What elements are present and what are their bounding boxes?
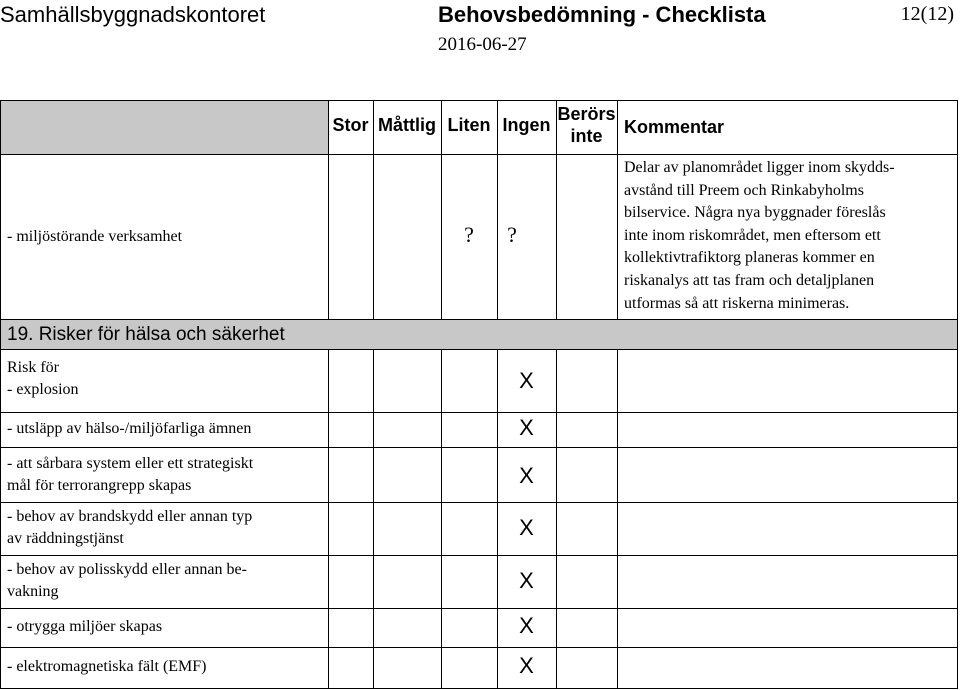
section-title: 19. Risker för hälsa och säkerhet bbox=[7, 324, 285, 345]
risk-row-label-brandskydd bbox=[7, 506, 252, 550]
col-header-liten: Liten bbox=[447, 115, 491, 135]
risk-row-label-polisskydd bbox=[7, 559, 247, 603]
col-header-ingen: Ingen bbox=[502, 115, 551, 135]
col-header-berors-line2: inte bbox=[570, 126, 603, 146]
comment-line: bilservice. Några nya byggnader föreslås bbox=[624, 204, 886, 222]
comment-miljostorande bbox=[624, 157, 954, 315]
risk-row-line: - att sårbara system eller ett strategiskt bbox=[7, 455, 254, 472]
mark-ingen-utslapp: X bbox=[519, 415, 534, 440]
mark-ingen-brandskydd: X bbox=[519, 515, 534, 540]
risk-row-label-emf bbox=[7, 656, 207, 678]
mark-ingen-explosion: X bbox=[519, 368, 534, 393]
checklist-table bbox=[0, 100, 958, 689]
office-name: Samhällsbyggnadskontoret bbox=[0, 2, 266, 27]
comment-line: Delar av planområdet ligger inom skydds- bbox=[624, 159, 895, 176]
risk-row-line: vakning bbox=[7, 583, 59, 600]
risk-row-line: - elektromagnetiska fält (EMF) bbox=[7, 658, 207, 675]
mark-ingen-terror: X bbox=[519, 463, 534, 488]
risk-row-line: av räddningstjänst bbox=[7, 530, 124, 547]
risk-row-line: - otrygga miljöer skapas bbox=[7, 618, 163, 635]
risk-row-line: mål för terrorangrepp skapas bbox=[7, 477, 192, 494]
col-header-berors-inte bbox=[556, 103, 617, 147]
risk-row-line: - utsläpp av hälso-/miljöfarliga ämnen bbox=[7, 420, 252, 437]
risk-row-label-explosion bbox=[7, 357, 79, 401]
comment-line: avstånd till Preem och Rinkabyholms bbox=[624, 181, 864, 199]
header-shade bbox=[0, 100, 328, 154]
comment-line: inte inom riskområdet, men eftersom ett bbox=[624, 226, 881, 244]
page-number: 12(12) bbox=[900, 3, 954, 25]
col-header-mattlig: Måttlig bbox=[378, 115, 436, 135]
risk-row-line: - behov av brandskydd eller annan typ bbox=[7, 508, 253, 525]
col-header-kommentar: Kommentar bbox=[624, 117, 725, 137]
risk-row-label-utslapp bbox=[7, 418, 251, 440]
document-date: 2016-06-27 bbox=[438, 34, 527, 55]
comment-line: utformas så att riskerna minimeras. bbox=[624, 294, 850, 312]
risk-row-label-terror bbox=[7, 453, 253, 497]
mark-ingen-miljostorande: ? bbox=[507, 222, 517, 247]
mark-ingen-emf: X bbox=[519, 653, 534, 678]
document-title: Behovsbedömning - Checklista bbox=[438, 2, 766, 27]
comment-line: riskanalys att tas fram och detaljplanen bbox=[624, 271, 875, 289]
mark-liten-miljostorande: ? bbox=[464, 222, 474, 247]
risk-row-line: - explosion bbox=[7, 381, 79, 398]
risk-row-line: - behov av polisskydd eller annan be- bbox=[7, 561, 247, 578]
col-header-stor: Stor bbox=[332, 115, 369, 135]
col-header-berors-line1: Berörs bbox=[557, 104, 616, 124]
row-label-miljostorande: - miljöstörande verksamhet bbox=[7, 228, 183, 245]
mark-ingen-polisskydd: X bbox=[519, 568, 534, 593]
risk-row-label-otrygga bbox=[7, 616, 162, 638]
comment-line: kollektivtrafiktorg planeras kommer en bbox=[624, 249, 875, 267]
risk-row-line: Risk för bbox=[7, 359, 59, 376]
mark-ingen-otrygga: X bbox=[519, 613, 534, 638]
